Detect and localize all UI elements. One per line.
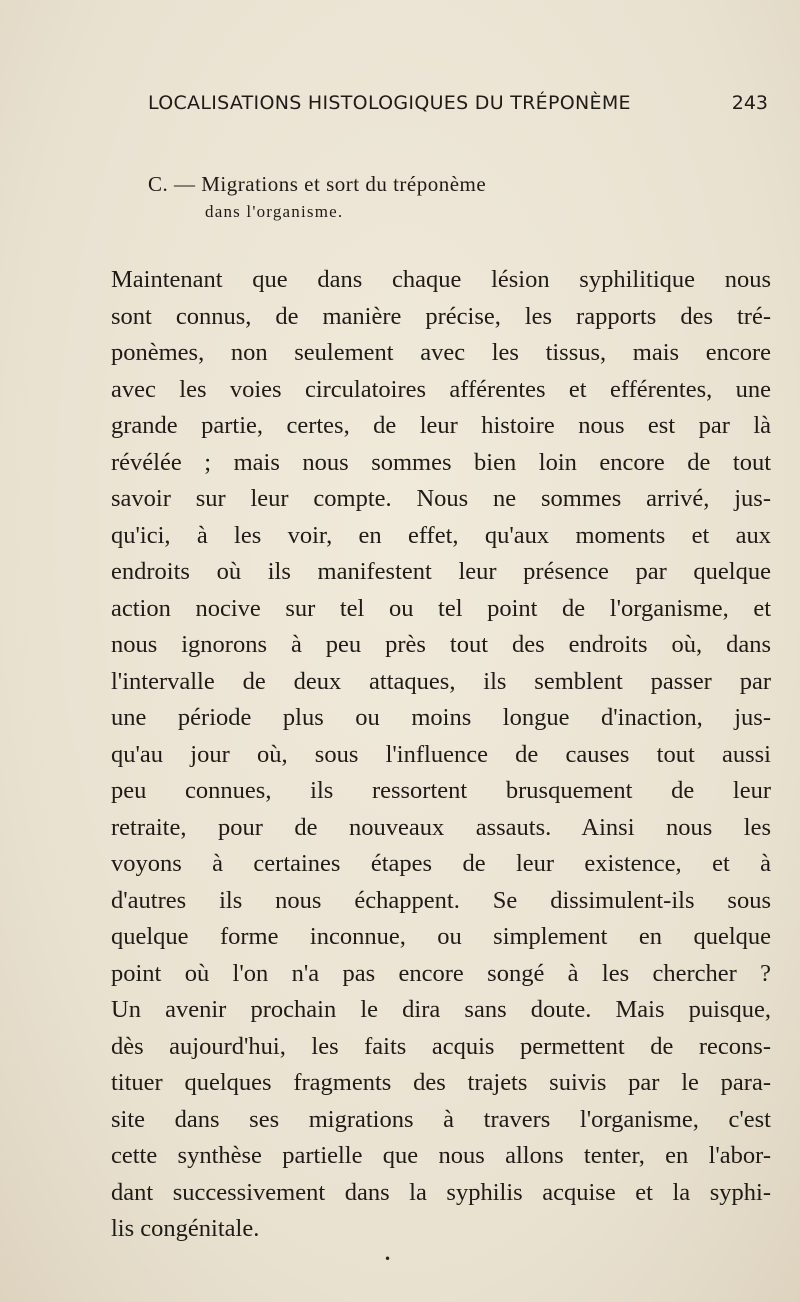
text-line: action nocive sur tel ou tel point de l'organisme, et — [111, 594, 771, 622]
text-line: Maintenant que dans chaque lésion syphilitique nous — [111, 266, 771, 293]
text-line: tituer quelques fragments des trajets suivis par le para- — [111, 1069, 771, 1096]
body-paragraph — [111, 262, 771, 1248]
section-heading-line-2: dans l'organisme. — [205, 202, 344, 221]
text-line: sont connus, de manière précise, les rapports des tré- — [111, 302, 771, 330]
text-line: retraite, pour de nouveaux assauts. Ainsi nous les — [111, 813, 771, 841]
text-line: voyons à certaines étapes de leur existence, et à — [111, 850, 771, 877]
text-line: qu'ici, à les voir, en effet, qu'aux moments et aux — [111, 521, 771, 549]
text-line: une période plus ou moins longue d'inaction, jus- — [111, 704, 771, 731]
page-number: 243 — [731, 92, 768, 114]
text-line: révélée ; mais nous sommes bien loin encore de tout — [111, 448, 771, 476]
text-line: avec les voies circulatoires afférentes et efférentes, une — [111, 375, 771, 403]
printer-mark: • — [384, 1252, 392, 1266]
section-heading — [148, 170, 708, 226]
text-line: d'autres ils nous échappent. Se dissimulent-ils sous — [111, 886, 771, 914]
section-heading-line-1: C. — Migrations et sort du tréponème — [148, 172, 487, 196]
running-title: LOCALISATIONS HISTOLOGIQUES DU TRÉPONÈME — [148, 92, 631, 114]
text-line: lis congénitale. — [111, 1215, 260, 1242]
text-line: quelque forme inconnue, ou simplement en quelque — [111, 923, 771, 950]
text-line: qu'au jour où, sous l'influence de causes tout aussi — [111, 740, 771, 768]
text-line: point où l'on n'a pas encore songé à les chercher ? — [111, 959, 771, 987]
text-line: dès aujourd'hui, les faits acquis permettent de recons- — [111, 1032, 771, 1060]
text-line: Un avenir prochain le dira sans doute. Mais puisque, — [111, 996, 771, 1023]
text-line: ponèmes, non seulement avec les tissus, mais encore — [111, 339, 771, 366]
text-line: grande partie, certes, de leur histoire nous est par là — [111, 412, 771, 439]
text-line: site dans ses migrations à travers l'organisme, c'est — [111, 1105, 771, 1133]
text-line: nous ignorons à peu près tout des endroits où, dans — [111, 631, 771, 658]
text-line: cette synthèse partielle que nous allons tenter, en l'abor- — [111, 1142, 771, 1169]
text-line: savoir sur leur compte. Nous ne sommes arrivé, jus- — [111, 485, 771, 512]
text-line: l'intervalle de deux attaques, ils semblent passer par — [111, 667, 771, 695]
running-header — [112, 92, 768, 120]
text-line: dant successivement dans la syphilis acquise et la syphi- — [111, 1178, 771, 1206]
text-line: peu connues, ils ressortent brusquement de leur — [111, 777, 771, 804]
text-line: endroits où ils manifestent leur présence par quelque — [111, 558, 771, 585]
